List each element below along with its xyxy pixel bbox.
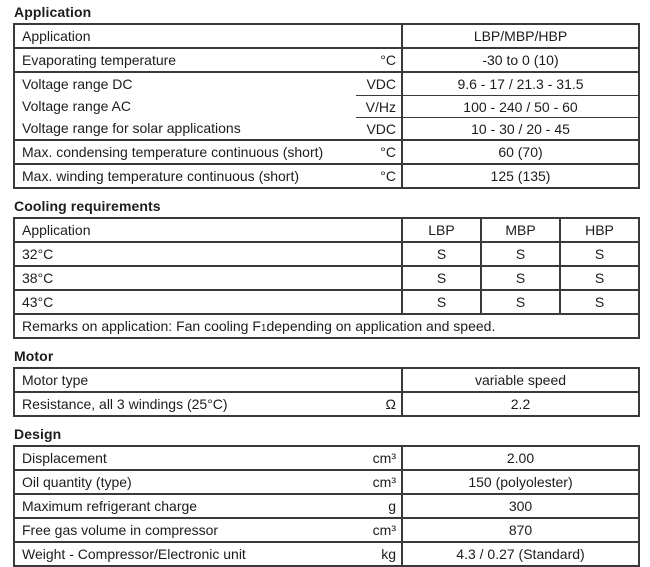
row-unit: °C [380,144,396,160]
row-unit: g [388,498,396,514]
row-label: Weight - Compressor/Electronic unit [22,546,246,562]
table-header-row [15,219,638,241]
table-row [15,139,638,163]
row-value: 60 (70) [401,141,638,163]
table-row [15,47,638,71]
remarks-text-post: depending on application and speed. [266,318,496,334]
row-unit: °C [380,168,396,184]
design-section-title: Design [14,426,62,442]
header-label: Application [22,222,91,238]
header-label: Application [22,28,91,44]
remarks-subscript: 1 [260,323,267,334]
table-row [15,95,638,117]
cooling-requirements-table [13,217,640,339]
row-unit [356,369,401,391]
remarks-row [15,313,638,337]
table-row [15,71,638,95]
row-label: 38°C [22,270,54,286]
cell-hbp: S [559,267,638,289]
cell-lbp: S [401,291,480,313]
table-row [15,541,638,565]
row-unit: VDC [356,117,401,139]
cell-hbp: S [559,243,638,265]
table-row [15,493,638,517]
table-row [15,265,638,289]
cooling-requirements-section [13,198,641,339]
table-row [15,469,638,493]
row-value: 125 (135) [401,165,638,187]
cell-mbp: S [480,267,559,289]
table-row [15,517,638,541]
row-value: 100 - 240 / 50 - 60 [401,95,638,117]
column-header-mbp: MBP [480,219,559,241]
row-unit: cm³ [372,474,396,490]
row-label: Voltage range for solar applications [22,120,241,136]
row-value: 300 [401,495,638,517]
remarks-text [15,315,638,337]
row-unit: kg [381,546,396,562]
cell-lbp: S [401,243,480,265]
cell-mbp: S [480,243,559,265]
cell-mbp: S [480,291,559,313]
row-label: Voltage range DC [22,76,133,92]
table-row [15,447,638,469]
row-unit: cm³ [372,522,396,538]
row-value: -30 to 0 (10) [401,49,638,71]
column-header-hbp: HBP [559,219,638,241]
header-unit [356,25,401,47]
cell-hbp: S [559,291,638,313]
row-label: Max. winding temperature continuous (short) [22,168,300,184]
row-label: Evaporating temperature [22,52,177,68]
remarks-text-pre: Remarks on application: Fan cooling F [22,318,261,334]
row-label: Voltage range AC [22,98,131,114]
table-row [15,391,638,415]
row-unit: V/Hz [356,95,401,117]
row-label: Resistance, all 3 windings (25°C) [22,396,228,412]
row-label: Oil quantity (type) [22,474,132,490]
row-label: Displacement [22,450,107,466]
row-unit: °C [380,52,396,68]
row-label: 43°C [22,294,54,310]
table-row [15,369,638,391]
application-section-title: Application [14,4,92,20]
row-label: 32°C [22,246,54,262]
application-section [13,4,641,189]
table-row [15,289,638,313]
design-section [13,426,641,567]
row-value: 10 - 30 / 20 - 45 [401,117,638,139]
cooling-requirements-section-title: Cooling requirements [14,198,161,214]
application-table [13,23,640,189]
row-label: Motor type [22,372,89,388]
motor-section [13,348,641,417]
row-unit: VDC [366,76,396,92]
row-value: 2.00 [401,447,638,469]
column-header-lbp: LBP [401,219,480,241]
row-value: 150 (polyolester) [401,471,638,493]
row-value: 870 [401,519,638,541]
row-unit: cm³ [372,450,396,466]
table-row [15,117,638,139]
row-unit: Ω [385,396,396,412]
table-row [15,163,638,187]
row-value: variable speed [401,369,638,391]
row-value: 9.6 - 17 / 21.3 - 31.5 [401,73,638,95]
motor-section-title: Motor [14,348,54,364]
row-label: Free gas volume in compressor [22,522,219,538]
motor-table [13,367,640,417]
design-table [13,445,640,567]
cell-lbp: S [401,267,480,289]
row-value: 2.2 [401,393,638,415]
table-header-row [15,25,638,47]
row-label: Maximum refrigerant charge [22,498,198,514]
table-row [15,241,638,265]
row-label: Max. condensing temperature continuous (short) [22,144,324,160]
row-value: 4.3 / 0.27 (Standard) [401,543,638,565]
header-value: LBP/MBP/HBP [401,25,638,47]
